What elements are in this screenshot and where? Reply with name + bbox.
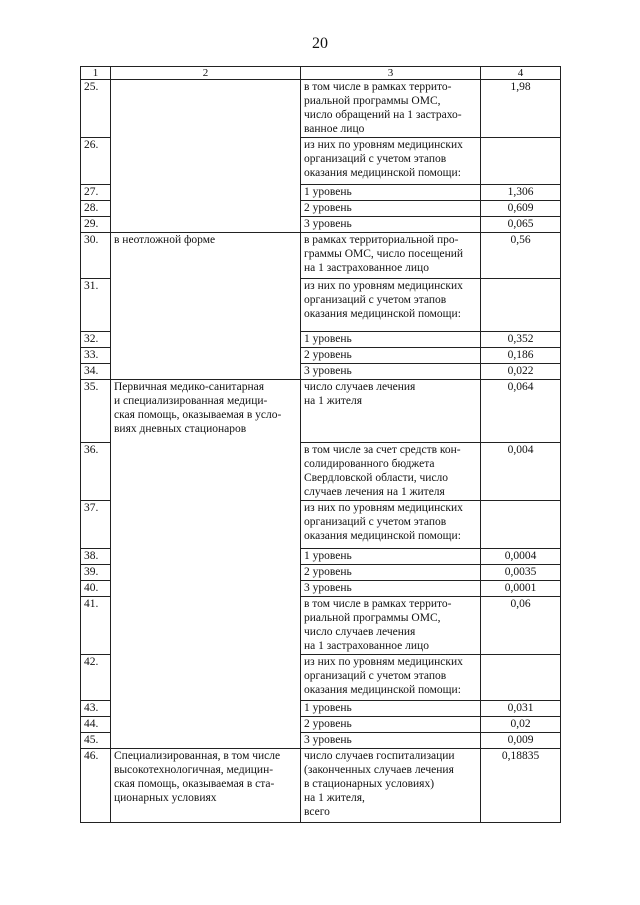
row-value: 0,064 [481, 380, 561, 443]
row-number: 34. [81, 364, 111, 380]
table-row [81, 138, 561, 185]
row-number: 38. [81, 549, 111, 565]
header-cell-1: 1 [81, 67, 111, 80]
table-row [81, 380, 561, 443]
table-row [81, 701, 561, 717]
row-number: 31. [81, 279, 111, 332]
row-category [111, 348, 301, 364]
table-header-row [81, 67, 561, 80]
row-category [111, 549, 301, 565]
row-indicator: число случаев лечения на 1 жителя [301, 380, 481, 443]
row-number: 27. [81, 185, 111, 201]
row-number: 37. [81, 501, 111, 549]
table-row [81, 233, 561, 279]
header-cell-3: 3 [301, 67, 481, 80]
row-value: 0,031 [481, 701, 561, 717]
indicator-table [80, 66, 561, 823]
row-number: 35. [81, 380, 111, 443]
page-number: 20 [312, 35, 328, 52]
row-category [111, 217, 301, 233]
row-indicator: 1 уровень [301, 332, 481, 348]
row-number: 46. [81, 749, 111, 823]
row-value [481, 279, 561, 332]
row-number: 28. [81, 201, 111, 217]
table-row [81, 581, 561, 597]
row-value [481, 501, 561, 549]
row-number: 40. [81, 581, 111, 597]
row-category [111, 701, 301, 717]
row-value [481, 138, 561, 185]
table-row [81, 717, 561, 733]
row-indicator: из них по уровням медицинских организаций с учетом этапов оказания медицинской помощи: [301, 501, 481, 549]
row-number: 29. [81, 217, 111, 233]
table-row [81, 733, 561, 749]
table-row [81, 364, 561, 380]
row-indicator: 1 уровень [301, 185, 481, 201]
row-value: 0,18835 [481, 749, 561, 823]
row-value: 1,306 [481, 185, 561, 201]
row-number: 33. [81, 348, 111, 364]
table-row [81, 565, 561, 581]
row-category [111, 80, 301, 138]
row-indicator: число случаев госпитализации (законченных случаев лечения в стационарных условиях) на 1 жителя, всего [301, 749, 481, 823]
row-indicator: в том числе за счет средств кон- солидированного бюджета Свердловской области, число случаев лечения на 1 жителя [301, 443, 481, 501]
row-indicator: из них по уровням медицинских организаций с учетом этапов оказания медицинской помощи: [301, 138, 481, 185]
row-value: 0,609 [481, 201, 561, 217]
row-number: 43. [81, 701, 111, 717]
table-row [81, 348, 561, 364]
row-category: Специализированная, в том числе высокотехнологичная, медицин- ская помощь, оказываемая в ста- ционарных условиях [111, 749, 301, 823]
table-row [81, 332, 561, 348]
row-value: 0,352 [481, 332, 561, 348]
row-indicator: в том числе в рамках террито- риальной программы ОМС, число случаев лечения на 1 застрахованное лицо [301, 597, 481, 655]
table-row [81, 749, 561, 823]
row-value: 0,004 [481, 443, 561, 501]
row-number: 39. [81, 565, 111, 581]
table-row [81, 443, 561, 501]
row-value: 0,0035 [481, 565, 561, 581]
table-row [81, 185, 561, 201]
row-indicator: 3 уровень [301, 217, 481, 233]
table-body [81, 67, 561, 823]
row-number: 25. [81, 80, 111, 138]
row-number: 30. [81, 233, 111, 279]
row-category [111, 201, 301, 217]
row-number: 44. [81, 717, 111, 733]
row-category [111, 733, 301, 749]
header-cell-2: 2 [111, 67, 301, 80]
row-number: 41. [81, 597, 111, 655]
row-value: 0,009 [481, 733, 561, 749]
row-value: 0,06 [481, 597, 561, 655]
row-value: 0,022 [481, 364, 561, 380]
row-indicator: из них по уровням медицинских организаций с учетом этапов оказания медицинской помощи: [301, 279, 481, 332]
row-indicator: 2 уровень [301, 201, 481, 217]
row-indicator: 1 уровень [301, 701, 481, 717]
row-category [111, 655, 301, 701]
row-indicator: 1 уровень [301, 549, 481, 565]
header-cell-4: 4 [481, 67, 561, 80]
row-category [111, 565, 301, 581]
table-row [81, 597, 561, 655]
row-category [111, 364, 301, 380]
row-indicator: 2 уровень [301, 565, 481, 581]
row-indicator: 2 уровень [301, 717, 481, 733]
row-category: в неотложной форме [111, 233, 301, 279]
table-row [81, 655, 561, 701]
row-indicator: 2 уровень [301, 348, 481, 364]
row-category [111, 332, 301, 348]
row-value: 0,0004 [481, 549, 561, 565]
row-indicator: в рамках территориальной про- граммы ОМС, число посещений на 1 застрахованное лицо [301, 233, 481, 279]
row-category [111, 597, 301, 655]
row-value: 0,02 [481, 717, 561, 733]
row-value [481, 655, 561, 701]
row-number: 26. [81, 138, 111, 185]
row-value: 0,186 [481, 348, 561, 364]
row-number: 45. [81, 733, 111, 749]
row-number: 42. [81, 655, 111, 701]
row-value: 0,56 [481, 233, 561, 279]
row-category [111, 443, 301, 501]
row-category [111, 279, 301, 332]
row-indicator: 3 уровень [301, 733, 481, 749]
table-row [81, 80, 561, 138]
row-category [111, 717, 301, 733]
table-row [81, 279, 561, 332]
table-row [81, 217, 561, 233]
table-row [81, 549, 561, 565]
row-number: 32. [81, 332, 111, 348]
table-row [81, 501, 561, 549]
row-value: 0,0001 [481, 581, 561, 597]
row-category [111, 185, 301, 201]
row-number: 36. [81, 443, 111, 501]
row-indicator: из них по уровням медицинских организаций с учетом этапов оказания медицинской помощи: [301, 655, 481, 701]
row-indicator: 3 уровень [301, 364, 481, 380]
row-category [111, 581, 301, 597]
row-category: Первичная медико-санитарная и специализированная медици- ская помощь, оказываемая в усло- виях дневных стационаров [111, 380, 301, 443]
row-value: 1,98 [481, 80, 561, 138]
row-category [111, 138, 301, 185]
row-value: 0,065 [481, 217, 561, 233]
row-category [111, 501, 301, 549]
row-indicator: в том числе в рамках террито- риальной программы ОМС, число обращений на 1 застрахо- ванное лицо [301, 80, 481, 138]
table-row [81, 201, 561, 217]
row-indicator: 3 уровень [301, 581, 481, 597]
